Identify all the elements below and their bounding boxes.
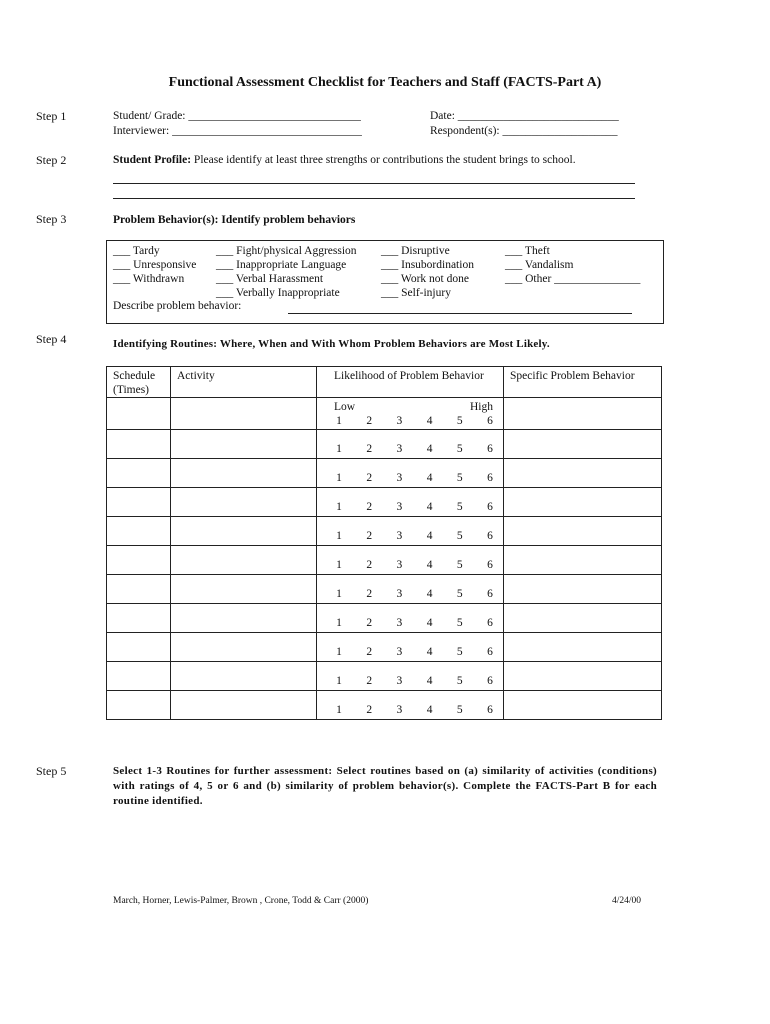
student-profile-line-2[interactable]: [113, 198, 635, 199]
behavior-self-injury[interactable]: ___ Self-injury: [381, 287, 451, 299]
rating-2[interactable]: 2: [366, 472, 373, 484]
schedule-cell[interactable]: [107, 398, 171, 430]
activity-cell[interactable]: [171, 517, 317, 546]
routines-header-row: [107, 367, 662, 398]
schedule-cell[interactable]: [107, 488, 171, 517]
rating-4[interactable]: 4: [426, 675, 433, 687]
behavior-vandalism[interactable]: ___ Vandalism: [505, 259, 574, 271]
rating-6[interactable]: 6: [487, 472, 493, 484]
rating-5[interactable]: 5: [456, 675, 463, 687]
student-profile-line-1[interactable]: [113, 183, 635, 184]
behavior-disruptive[interactable]: ___ Disruptive: [381, 245, 450, 257]
step-1-label: Step 1: [36, 109, 67, 123]
specific-behavior-header: Specific Problem Behavior: [504, 367, 662, 398]
behavior-insubordination[interactable]: ___ Insubordination: [381, 259, 474, 271]
rating-6[interactable]: 6: [487, 646, 493, 658]
rating-5[interactable]: 5: [456, 646, 463, 658]
activity-cell[interactable]: [171, 430, 317, 459]
likelihood-cell[interactable]: [317, 488, 504, 517]
rating-4[interactable]: 4: [426, 617, 433, 629]
table-row: [107, 398, 662, 430]
schedule-cell[interactable]: [107, 633, 171, 662]
rating-3[interactable]: 3: [396, 617, 403, 629]
behavior-column-4: [505, 244, 640, 286]
rating-2[interactable]: 2: [366, 675, 373, 687]
routines-heading: Identifying Routines: Where, When and With Whom Problem Behaviors are Most Likely.: [113, 338, 550, 350]
likelihood-cell[interactable]: [317, 662, 504, 691]
specific-behavior-cell[interactable]: [504, 398, 662, 430]
rating-5[interactable]: 5: [456, 559, 463, 571]
rating-6[interactable]: 6: [487, 588, 493, 600]
rating-6[interactable]: 6: [487, 704, 493, 716]
table-row: [107, 662, 662, 691]
describe-behavior-label: Describe problem behavior:: [113, 300, 242, 312]
problem-behaviors-heading: Problem Behavior(s): Identify problem behaviors: [113, 214, 356, 226]
step-5-label: Step 5: [36, 764, 67, 778]
likelihood-cell[interactable]: [317, 430, 504, 459]
rating-4[interactable]: 4: [426, 559, 433, 571]
schedule-cell[interactable]: [107, 517, 171, 546]
schedule-cell[interactable]: [107, 459, 171, 488]
activity-cell[interactable]: [171, 459, 317, 488]
table-row: [107, 691, 662, 720]
rating-1[interactable]: 1: [336, 472, 342, 484]
schedule-header: Schedule (Times): [107, 367, 171, 398]
behavior-inappropriate-language[interactable]: ___ Inappropriate Language: [216, 259, 347, 271]
specific-behavior-cell[interactable]: [504, 604, 662, 633]
student-grade-field[interactable]: Student/ Grade: ______________________________: [113, 110, 361, 122]
table-row: [107, 488, 662, 517]
schedule-cell[interactable]: [107, 691, 171, 720]
specific-behavior-cell[interactable]: [504, 517, 662, 546]
likelihood-cell[interactable]: [317, 546, 504, 575]
schedule-cell[interactable]: [107, 604, 171, 633]
rating-5[interactable]: 5: [456, 472, 463, 484]
behavior-column-2: [216, 244, 357, 300]
behavior-withdrawn[interactable]: ___ Withdrawn: [113, 273, 185, 285]
interviewer-field[interactable]: Interviewer: _________________________________: [113, 125, 362, 137]
likelihood-cell[interactable]: [317, 633, 504, 662]
page-title: Functional Assessment Checklist for Teachers and Staff (FACTS-Part A): [168, 75, 602, 90]
rating-2[interactable]: 2: [366, 443, 373, 455]
rating-4[interactable]: 4: [426, 472, 433, 484]
rating-3[interactable]: 3: [396, 443, 403, 455]
rating-3[interactable]: 3: [396, 646, 403, 658]
specific-behavior-cell[interactable]: [504, 575, 662, 604]
rating-3[interactable]: 3: [396, 472, 403, 484]
rating-6[interactable]: 6: [487, 675, 493, 687]
schedule-cell[interactable]: [107, 662, 171, 691]
rating-2[interactable]: 2: [366, 530, 373, 542]
rating-6[interactable]: 6: [487, 530, 493, 542]
specific-behavior-cell[interactable]: [504, 662, 662, 691]
date-field[interactable]: Date: ____________________________: [430, 110, 619, 122]
activity-cell[interactable]: [171, 398, 317, 430]
table-row: [107, 430, 662, 459]
rating-4[interactable]: 4: [426, 646, 433, 658]
step-3-label: Step 3: [36, 212, 67, 226]
step-5-instructions: Select 1-3 Routines for further assessment: Select routines based on (a) similarity of activities (conditions) with ratings of 4, 5 or 6 and (b) similarity of problem behavior(s). Complete the FACTS-Part B for each routine identified.: [113, 765, 657, 807]
rating-1[interactable]: 1: [336, 704, 342, 716]
table-row: [107, 604, 662, 633]
likelihood-header: Likelihood of Problem Behavior: [317, 367, 504, 398]
rating-2[interactable]: 2: [366, 588, 373, 600]
activity-header: Activity: [171, 367, 317, 398]
rating-3[interactable]: 3: [396, 704, 403, 716]
likelihood-cell[interactable]: [317, 398, 504, 430]
rating-1[interactable]: 1: [336, 559, 342, 571]
activity-cell[interactable]: [171, 604, 317, 633]
table-row: [107, 575, 662, 604]
step-4-label: Step 4: [36, 332, 67, 346]
student-profile-label: Student Profile:: [113, 154, 192, 166]
behavior-tardy[interactable]: ___ Tardy: [113, 245, 160, 257]
student-profile-text: Please identify at least three strengths or contributions the student brings to school.: [193, 154, 576, 166]
behavior-verbal-harassment[interactable]: ___ Verbal Harassment: [216, 273, 324, 285]
likelihood-cell[interactable]: [317, 604, 504, 633]
schedule-cell[interactable]: [107, 430, 171, 459]
rating-5[interactable]: 5: [456, 704, 463, 716]
rating-1[interactable]: 1: [336, 617, 342, 629]
specific-behavior-cell[interactable]: [504, 430, 662, 459]
rating-5[interactable]: 5: [456, 501, 463, 513]
rating-5[interactable]: 5: [456, 530, 463, 542]
likelihood-cell[interactable]: [317, 459, 504, 488]
behavior-unresponsive[interactable]: ___ Unresponsive: [113, 259, 197, 271]
rating-2[interactable]: 2: [366, 646, 373, 658]
activity-cell[interactable]: [171, 488, 317, 517]
likelihood-cell[interactable]: [317, 517, 504, 546]
behavior-column-1: [113, 244, 196, 286]
routines-table: [106, 366, 662, 720]
rating-1[interactable]: 1: [336, 501, 342, 513]
rating-4[interactable]: 4: [426, 415, 433, 427]
likelihood-cell[interactable]: [317, 691, 504, 720]
rating-5[interactable]: 5: [456, 415, 463, 427]
rating-6[interactable]: 6: [487, 559, 493, 571]
rating-1[interactable]: 1: [336, 443, 342, 455]
activity-cell[interactable]: [171, 546, 317, 575]
rating-1[interactable]: 1: [336, 675, 342, 687]
behavior-other[interactable]: ___ Other _______________: [505, 273, 641, 285]
rating-1[interactable]: 1: [336, 646, 342, 658]
rating-6[interactable]: 6: [487, 617, 493, 629]
schedule-cell[interactable]: [107, 575, 171, 604]
activity-cell[interactable]: [171, 633, 317, 662]
respondents-field[interactable]: Respondent(s): ____________________: [430, 125, 618, 137]
rating-4[interactable]: 4: [426, 588, 433, 600]
table-row: [107, 459, 662, 488]
activity-cell[interactable]: [171, 691, 317, 720]
rating-6[interactable]: 6: [487, 501, 493, 513]
describe-behavior-line[interactable]: [288, 313, 632, 314]
rating-5[interactable]: 5: [456, 588, 463, 600]
rating-1[interactable]: 1: [336, 415, 342, 427]
rating-6[interactable]: 6: [487, 443, 493, 455]
footer-date: 4/24/00: [612, 896, 642, 906]
table-row: [107, 546, 662, 575]
rating-4[interactable]: 4: [426, 501, 433, 513]
student-profile-prompt: [113, 154, 576, 166]
rating-2[interactable]: 2: [366, 501, 373, 513]
rating-1[interactable]: 1: [336, 588, 342, 600]
rating-1[interactable]: 1: [336, 530, 342, 542]
behavior-verbally-inappropriate[interactable]: ___ Verbally Inappropriate: [216, 287, 340, 299]
specific-behavior-cell[interactable]: [504, 633, 662, 662]
low-label: Low: [334, 401, 356, 413]
specific-behavior-cell[interactable]: [504, 488, 662, 517]
rating-3[interactable]: 3: [396, 415, 403, 427]
rating-4[interactable]: 4: [426, 704, 433, 716]
behavior-theft[interactable]: ___ Theft: [505, 245, 550, 257]
table-row: [107, 633, 662, 662]
likelihood-cell[interactable]: [317, 575, 504, 604]
rating-3[interactable]: 3: [396, 501, 403, 513]
behavior-fight-aggression[interactable]: ___ Fight/physical Aggression: [216, 245, 357, 257]
rating-3[interactable]: 3: [396, 559, 403, 571]
specific-behavior-cell[interactable]: [504, 459, 662, 488]
behavior-column-3: [381, 244, 474, 300]
rating-2[interactable]: 2: [366, 415, 373, 427]
rating-4[interactable]: 4: [426, 530, 433, 542]
specific-behavior-cell[interactable]: [504, 546, 662, 575]
high-label: High: [470, 401, 493, 413]
step-2-label: Step 2: [36, 153, 67, 167]
rating-3[interactable]: 3: [396, 588, 403, 600]
specific-behavior-cell[interactable]: [504, 691, 662, 720]
rating-6[interactable]: 6: [487, 415, 493, 427]
rating-5[interactable]: 5: [456, 617, 463, 629]
rating-2[interactable]: 2: [366, 559, 373, 571]
rating-5[interactable]: 5: [456, 443, 463, 455]
rating-4[interactable]: 4: [426, 443, 433, 455]
table-row: [107, 517, 662, 546]
rating-2[interactable]: 2: [366, 617, 373, 629]
schedule-cell[interactable]: [107, 546, 171, 575]
behavior-work-not-done[interactable]: ___ Work not done: [381, 273, 469, 285]
activity-cell[interactable]: [171, 662, 317, 691]
activity-cell[interactable]: [171, 575, 317, 604]
rating-3[interactable]: 3: [396, 530, 403, 542]
footer-citation: March, Horner, Lewis-Palmer, Brown , Crone, Todd & Carr (2000): [113, 896, 369, 906]
rating-2[interactable]: 2: [366, 704, 373, 716]
rating-3[interactable]: 3: [396, 675, 403, 687]
